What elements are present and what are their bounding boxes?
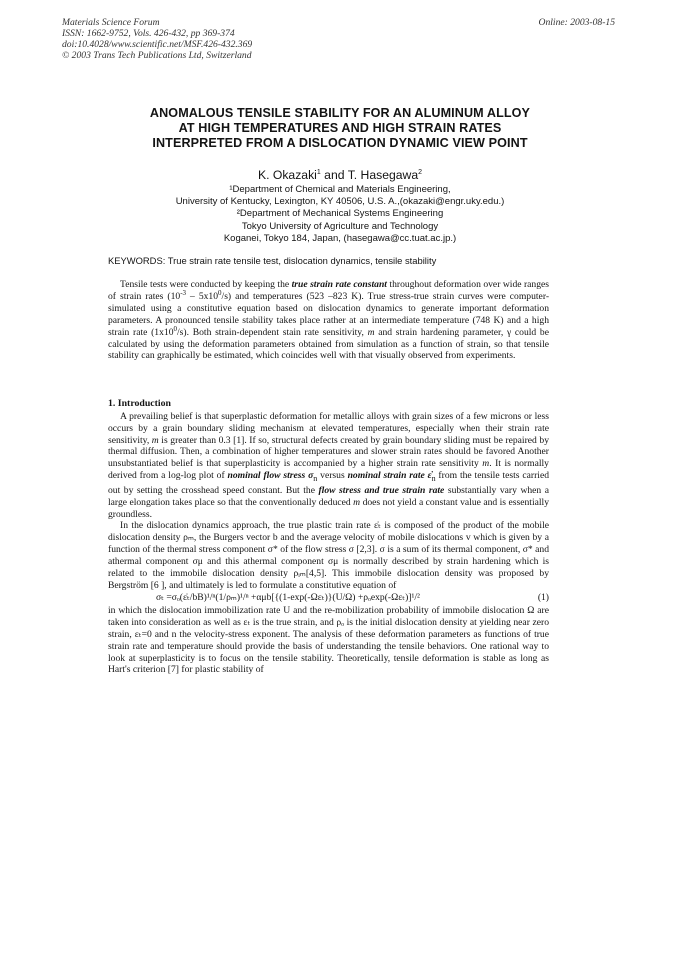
journal-name: Materials Science Forum	[62, 17, 160, 28]
equation-number: (1)	[537, 592, 549, 604]
affiliation-line: Koganei, Tokyo 184, Japan, (hasegawa@cc.tuat.ac.jp.)	[223, 232, 457, 244]
symbol: m	[353, 496, 361, 508]
equation-1	[108, 592, 549, 604]
subscript: n	[431, 473, 436, 483]
emphasis-text: nominal flow stress σ	[227, 470, 314, 482]
abstract	[108, 279, 549, 362]
online-date: Online: 2003-08-15	[538, 17, 615, 28]
abstract-text: /s) and temperatures (523 –823 K). True stress-true strain curves were computer-simulated using a constitutive equation based on dislocation dynamics to generate important deformation parameters. A pronounced tensile stability takes place rather at an intermediate temperature (748 K) and a high strain rate (1x10	[108, 290, 550, 338]
issn-line: ISSN: 1662-9752, Vols. 426-432, pp 369-374	[62, 28, 235, 39]
author-and: and	[320, 168, 348, 182]
title-line-2: AT HIGH TEMPERATURES AND HIGH STRAIN RATES	[178, 121, 502, 135]
title-line-1: ANOMALOUS TENSILE STABILITY FOR AN ALUMINUM ALLOY	[149, 106, 531, 120]
author-1: K. Okazaki	[257, 168, 317, 182]
author-1-sup: 1	[316, 168, 321, 176]
abstract-text: Tensile tests were conducted by keeping the	[120, 279, 292, 290]
affiliations	[80, 184, 600, 245]
symbol: m	[482, 458, 490, 470]
author-line	[100, 168, 580, 182]
emphasis-text: flow stress and true strain rate	[318, 484, 445, 496]
emphasis-text: nominal strain rate ε̇	[347, 470, 432, 482]
intro-paragraph-1	[108, 411, 549, 521]
body-text: versus	[317, 470, 348, 482]
paper-title	[90, 106, 590, 151]
intro-paragraph-3: in which the dislocation immobilization rate U and the re-mobilization probability of immobile dislocation Ω are taken into consideration as well as εₜ is the true strain, and ρₒ is the initial dislocation density at yielding near zero strain, εₜ=0 and n the velocity-stress exponent. The analysis of these deformation parameters as functions of true strain rate and temperature should provide the basis of understanding the tensile behaviors. One rational way to look at superplasticity is to focus on the tensile stability. Theoretically, tensile deformation is stable as long as Hart's criterion [7] for plastic stability of	[108, 605, 549, 676]
affiliation-line: ²Department of Mechanical Systems Engineering	[236, 208, 444, 220]
abstract-text: – 5x10	[186, 290, 219, 302]
author-2-sup: 2	[418, 168, 423, 176]
affiliation-line: ¹Department of Chemical and Materials Engineering,	[229, 184, 451, 195]
abstract-sup: -3	[180, 288, 187, 297]
author-2: T. Hasegawa	[347, 168, 419, 182]
symbol: m	[151, 434, 159, 446]
affiliation-line: University of Kentucky, Lexington, KY 40506, U.S. A.,(okazaki@engr.uky.edu.)	[175, 196, 505, 208]
intro-paragraph-2: In the dislocation dynamics approach, the true plastic train rate ε̇ₜ is composed of the product of the mobile dislocation density ρₘ, the Burgers vector b and the average velocity of mobile dislocations v which is given by a function of the thermal stress component σ* of the flow stress σ [2,3]. σ is a sum of its thermal component, σ* and athermal component σμ and this athermal component σμ is normally described by strain hardening which is related to the immobile dislocation density ρᵢₘ[4,5]. This immobile dislocation density was proposed by Bergström [6 ], and ultimately is led to formulate a constitutive equation of	[108, 520, 549, 591]
keywords: KEYWORDS: True strain rate tensile test, dislocation dynamics, tensile stability	[108, 255, 437, 266]
body-text: A prevailing belief is that superplastic deformation for metallic alloys with grain sizes of a few microns or less occurs by a grain boundary sliding mechanism at elevated temperatures, especially when their strain rate sensitivity,	[108, 410, 549, 446]
abstract-text: and strain hardening parameter, γ could be calculated by using the deformation parameters obtained from simulation as a function of strain, so that tensile stability can graphically be estimated, which coincides well with that visually observed from experiments.	[108, 326, 549, 362]
abstract-sup: 0	[218, 288, 222, 297]
introduction-section	[108, 398, 549, 676]
section-heading: 1. Introduction	[108, 398, 171, 409]
copyright-line: © 2003 Trans Tech Publications Ltd, Switzerland	[62, 50, 252, 61]
body-text: . It is normally derived from a log-log plot of	[108, 458, 549, 482]
body-text: from the tensile tests carried out by setting the crosshead speed constant. But the	[108, 470, 550, 496]
body-text: substantially vary when a large elongation takes place so that the conventionally deduced	[108, 484, 549, 508]
abstract-text: /s). Both strain-dependent stain rate sensitivity,	[177, 326, 368, 338]
abstract-text: throughout deformation over wide ranges of strain rates (10	[108, 279, 549, 302]
subscript: n	[313, 473, 318, 483]
equation-body: σₜ =σₒ(ε̇ₜ/bB)¹/ⁿ(1/ρₘ)¹/ⁿ +αμb[{(1-exp(-Ωεₜ)}(U/Ω) +ρₒexp(-Ωεₜ)]¹/²	[156, 592, 420, 604]
abstract-emphasis: true strain rate constant	[291, 279, 387, 290]
abstract-symbol: m	[367, 326, 375, 338]
abstract-sup: 0	[173, 324, 177, 333]
affiliation-line: Tokyo University of Agriculture and Technology	[241, 220, 439, 232]
journal-header	[62, 17, 362, 61]
title-line-3: INTERPRETED FROM A DISLOCATION DYNAMIC VIEW POINT	[152, 136, 528, 150]
doi-line[interactable]: doi:10.4028/www.scientific.net/MSF.426-432.369	[62, 39, 253, 50]
body-text: does not yield a constant value and is essentially groundless.	[108, 496, 549, 520]
body-text: is greater than 0.3 [1]. If so, structural defects created by grain boundary sliding must be repaired by thermal diffusion. Then, a combination of higher temperatures and slower strain rates should be favored Another unsubstantiated belief is that superplasticity is accompanied by a higher strain rate sensitivity	[108, 434, 549, 470]
